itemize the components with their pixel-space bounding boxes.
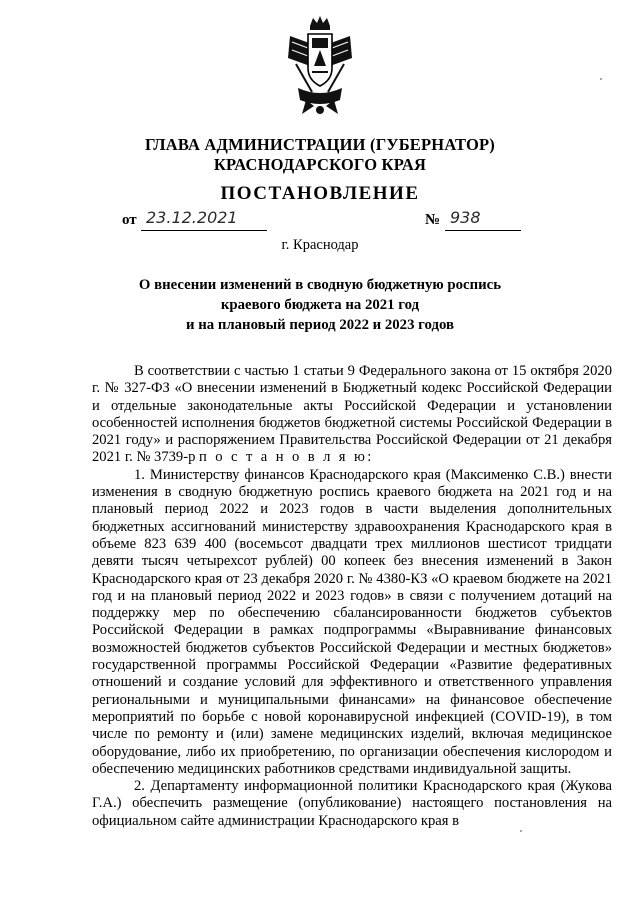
number-underline	[445, 230, 521, 231]
paragraph-2: 2. Департаменту информационной политики Краснодарского края (Жукова Г.А.) обеспечить размещение (опубликование) настоящего постановления на официальном сайте администрации Краснодарского края в	[92, 778, 612, 829]
document-body	[92, 363, 612, 830]
date-underline	[141, 230, 267, 231]
title-line-2: краевого бюджета на 2021 год	[220, 297, 420, 313]
scan-speck	[600, 78, 602, 80]
title-line-3: и на плановый период 2022 и 2023 годов	[185, 317, 455, 333]
date-value: 23.12.2021	[146, 208, 238, 227]
number-value: 938	[450, 208, 481, 227]
preamble-text: В соответствии с частью 1 статьи 9 Федерального закона от 15 октября 2020 г. № 327-ФЗ «О внесении изменений в Бюджетный кодекс Российской Федерации и отдельные законодательные акты Российской Федерации и установлении особенностей исполнения бюджетов бюджетной системы Российской Федерации в 2021 году» и распоряжением Правительства Российской Федерации от 21 декабря 2021 г. № 3739-р	[92, 363, 612, 466]
authority-line-1: ГЛАВА АДМИНИСТРАЦИИ (ГУБЕРНАТОР)	[145, 135, 495, 154]
coat-of-arms-emblem	[282, 14, 358, 120]
document-type-heading: ПОСТАНОВЛЕНИЕ	[220, 183, 420, 204]
city-label: г. Краснодар	[281, 237, 359, 253]
title-line-1: О внесении изменений в сводную бюджетную роспись	[138, 277, 502, 293]
date-prefix: от	[122, 212, 137, 228]
scan-speck	[520, 830, 522, 832]
decree-word: п о с т а н о в л я ю:	[199, 449, 374, 466]
paragraph-1: 1. Министерству финансов Краснодарского края (Максименко С.В.) внести изменения в сводную бюджетную роспись краевого бюджета на 2021 год и на плановый период 2022 и 2023 годов в части выделения дополнительных бюджетных ассигнований министерству здравоохранения Краснодарского края в объеме 823 639 400 (восемьсот двадцати трех миллионов шестисот тридцати девяти тысяч четырехсот рублей) 00 копеек без внесения изменений в Закон Краснодарского края от 23 декабря 2020 г. № 4380-КЗ «О краевом бюджете на 2021 год и на плановый период 2022 и 2023 годов» в связи с получением дотаций на поддержку мер по обеспечению сбалансированности бюджетов субъектов Российской Федерации в рамках подпрограммы «Выравнивание финансовых возможностей бюджетов субъектов Российской Федерации и местных бюджетов» государственной программы Российской Федерации «Развитие федеративных отношений и создание условий для эффективного и ответственного управления региональными и муниципальными финансами» на финансовое обеспечение мероприятий по борьбе с новой коронавирусной инфекцией (COVID-19), в том числе по ремонту и (или) замене медицинских изделий, включая медицинское оборудование, либо их приобретению, по организации обеспечения кислородом и обеспечению медицинских работников средствами индивидуальной защиты.	[92, 466, 612, 777]
authority-line-2: КРАСНОДАРСКОГО КРАЯ	[213, 155, 427, 174]
preamble-paragraph	[92, 363, 612, 467]
number-prefix: №	[425, 212, 441, 228]
